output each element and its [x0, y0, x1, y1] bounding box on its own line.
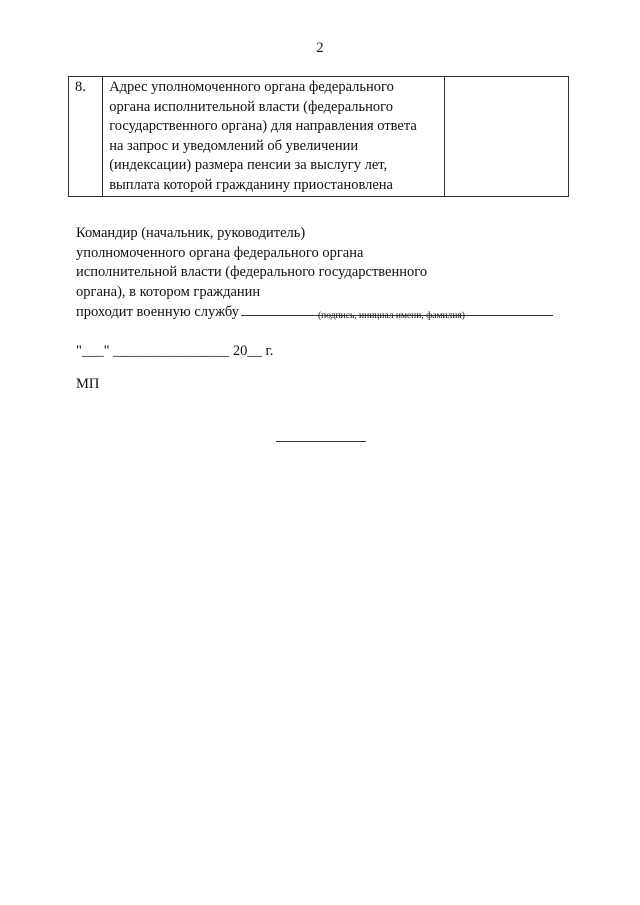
- row-text-line: Адрес уполномоченного органа федерального: [109, 79, 394, 95]
- row-text-line: органа исполнительной власти (федерального: [109, 98, 393, 115]
- row-number: 8.: [69, 77, 103, 197]
- form-table: [68, 76, 569, 197]
- page-number: 2: [316, 40, 324, 56]
- end-divider: [276, 441, 366, 442]
- row-text-line: выплата которой гражданину приостановлена: [109, 176, 393, 193]
- row-text-line: (индексации) размера пенсии за выслугу лет,: [109, 157, 388, 173]
- row-text-line: государственного органа) для направления ответа: [109, 118, 417, 134]
- signature-last-line: [76, 302, 553, 323]
- row-text: [103, 77, 444, 197]
- row-text-line: на запрос и уведомлений об увеличении: [109, 137, 359, 154]
- table-row: [69, 77, 569, 197]
- signature-caption: (подпись, инициал имени, фамилия): [318, 311, 465, 321]
- signature-text-line: Командир (начальник, руководитель): [76, 225, 306, 241]
- signature-text-line: уполномоченного органа федерального органа: [76, 244, 364, 261]
- signature-text-line: органа), в котором гражданин: [76, 283, 261, 300]
- date-line: "___" ________________ 20__ г.: [76, 343, 274, 359]
- stamp-label: МП: [76, 376, 100, 392]
- row-value-cell[interactable]: [444, 77, 568, 197]
- signature-text-line: исполнительной власти (федерального государственного: [76, 264, 428, 280]
- signature-last-line-label: проходит военную службу: [76, 304, 239, 320]
- signature-block: [76, 224, 553, 323]
